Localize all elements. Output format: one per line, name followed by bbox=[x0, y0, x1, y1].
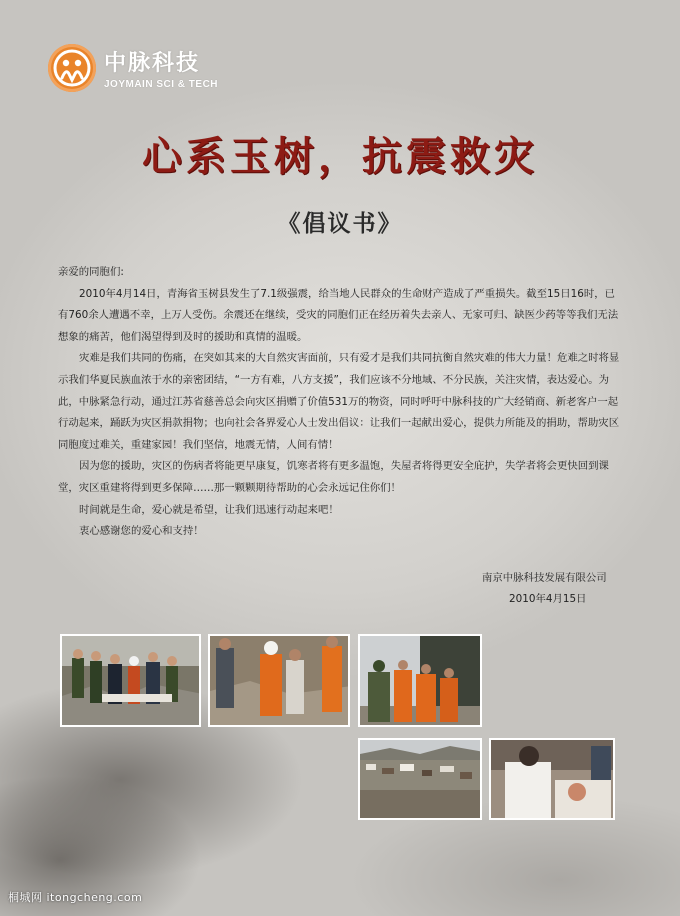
signature-organization: 南京中脉科技发展有限公司 bbox=[482, 572, 607, 584]
letter-paragraph: 衷心感谢您的爱心和支持！ bbox=[79, 525, 204, 538]
document-title: 《倡议书》 bbox=[277, 211, 403, 237]
letter-paragraph: 灾难是我们共同的伤痛，在突如其来的大自然灾害面前，只有爱才是我们共同抗衡自然灾难的伟大力量！危难之时将显示我们华夏民族血浓于水的亲密团结，“一方有难，八方支援”，我们应该不分地域、不分民族，关注灾情，表达爱心。为此，中脉紧急行动，通过江苏省慈善总会向灾区捐赠了价值531万的物资，同时呼吁中脉科技的广大经销商、新老客户一起行动起来，踊跃为灾区捐款捐物；也向社会各界爱心人士发出倡议：让我们一起献出爱心，提供力所能及的捐助，帮助灾区同胞度过难关，重建家园！我们坚信，地震无情，人间有情！ bbox=[58, 352, 620, 451]
logo-chinese-name: 中脉科技 bbox=[104, 51, 201, 76]
doctor-treating-child-photo bbox=[489, 738, 615, 820]
site-watermark: 桐城网 itongcheng.com bbox=[8, 891, 143, 904]
rescue-workers-by-truck-photo bbox=[358, 634, 482, 727]
letter-paragraph: 时间就是生命，爱心就是希望，让我们迅速行动起来吧！ bbox=[79, 503, 339, 516]
letter-body bbox=[58, 262, 624, 543]
rescue-team-carrying-stretcher-photo bbox=[60, 634, 201, 727]
signature-date: 2010年4月15日 bbox=[509, 593, 587, 605]
devastated-town-panorama-photo bbox=[358, 738, 482, 820]
letter-greeting: 亲爱的同胞们: bbox=[58, 266, 124, 278]
letter-paragraph: 因为您的援助，灾区的伤病者将能更早康复，饥寒者将有更多温饱，失屋者将得更安全庇护，失学者将会更快回到课堂，灾区重建将得到更多保障……那一颗颗期待帮助的心会永远记住你们！ bbox=[58, 460, 609, 494]
joymain-logo-icon bbox=[48, 44, 96, 92]
logo-english-name: JOYMAIN SCI & TECH bbox=[104, 79, 219, 90]
rescuers-in-orange-uniform-photo bbox=[208, 634, 350, 727]
letter-paragraph: 2010年4月14日，青海省玉树县发生了7.1级强震，给当地人民群众的生命财产造成了严重损失。截至15日16时，已有760余人遭遇不幸，上万人受伤。余震还在继续，受灾的同胞们正在经历着失去亲人、无家可归、缺医少药等等我们无法想象的痛苦，他们渴望得到及时的援助和真情的温暖。 bbox=[58, 287, 619, 343]
headline: 心系玉树，抗震救灾 bbox=[142, 134, 538, 180]
company-logo bbox=[48, 44, 218, 92]
